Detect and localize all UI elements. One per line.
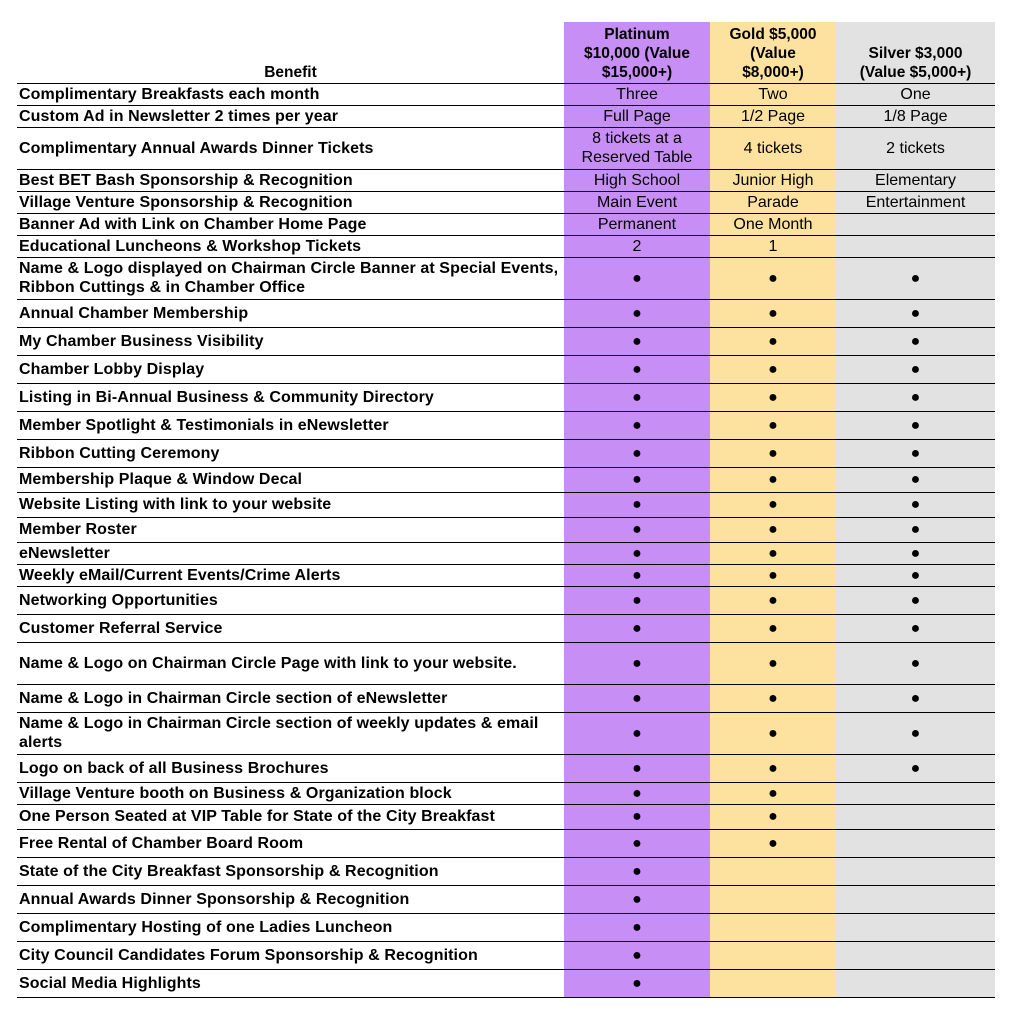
benefit-cell: Banner Ad with Link on Chamber Home Page	[17, 213, 564, 235]
table-row	[17, 169, 995, 191]
silver-cell: One	[836, 83, 995, 105]
platinum-cell: ●	[564, 969, 710, 997]
silver-cell: ●	[836, 299, 995, 327]
table-row	[17, 542, 995, 564]
gold-cell: ●	[710, 355, 836, 383]
gold-cell	[710, 941, 836, 969]
silver-cell: 2 tickets	[836, 127, 995, 169]
silver-cell	[836, 213, 995, 235]
table-row	[17, 383, 995, 411]
gold-cell: ●	[710, 642, 836, 684]
benefit-cell: My Chamber Business Visibility	[17, 327, 564, 355]
table-row	[17, 857, 995, 885]
gold-cell: ●	[710, 299, 836, 327]
silver-cell: ●	[836, 586, 995, 614]
platinum-cell: ●	[564, 754, 710, 782]
gold-cell	[710, 857, 836, 885]
benefit-cell: One Person Seated at VIP Table for State of the City Breakfast	[17, 804, 564, 829]
platinum-cell: ●	[564, 586, 710, 614]
benefit-cell: Village Venture Sponsorship & Recognition	[17, 191, 564, 213]
benefit-cell: Educational Luncheons & Workshop Tickets	[17, 235, 564, 257]
gold-cell: ●	[710, 684, 836, 712]
silver-cell	[836, 857, 995, 885]
platinum-cell: ●	[564, 684, 710, 712]
gold-cell: One Month	[710, 213, 836, 235]
table-row	[17, 411, 995, 439]
benefit-cell: Complimentary Hosting of one Ladies Luncheon	[17, 913, 564, 941]
gold-cell: Two	[710, 83, 836, 105]
gold-cell	[710, 969, 836, 997]
table-row	[17, 913, 995, 941]
table-row	[17, 83, 995, 105]
benefit-cell: Social Media Highlights	[17, 969, 564, 997]
benefit-cell: Logo on back of all Business Brochures	[17, 754, 564, 782]
silver-cell: ●	[836, 642, 995, 684]
table-row	[17, 127, 995, 169]
benefit-cell: Annual Chamber Membership	[17, 299, 564, 327]
gold-cell: ●	[710, 614, 836, 642]
table-row	[17, 235, 995, 257]
benefit-cell: Complimentary Breakfasts each month	[17, 83, 564, 105]
benefit-cell: Name & Logo in Chairman Circle section of eNewsletter	[17, 684, 564, 712]
gold-cell: ●	[710, 327, 836, 355]
benefit-cell: Annual Awards Dinner Sponsorship & Recognition	[17, 885, 564, 913]
table-row	[17, 257, 995, 299]
platinum-cell: ●	[564, 712, 710, 754]
gold-column-header	[710, 22, 836, 83]
platinum-cell: ●	[564, 642, 710, 684]
platinum-header-line-1: Platinum	[604, 25, 670, 43]
table-row	[17, 614, 995, 642]
benefit-cell: Website Listing with link to your website	[17, 492, 564, 517]
benefit-column-header: Benefit	[17, 22, 564, 83]
gold-header-line-2: (Value	[750, 44, 796, 62]
silver-cell: ●	[836, 383, 995, 411]
table-row	[17, 492, 995, 517]
table-row	[17, 712, 995, 754]
benefits-table	[17, 22, 995, 998]
silver-cell: ●	[836, 614, 995, 642]
silver-header-line-2: (Value $5,000+)	[859, 63, 972, 81]
silver-cell	[836, 782, 995, 804]
platinum-cell: ●	[564, 804, 710, 829]
platinum-header-line-2: $10,000 (Value	[584, 44, 690, 62]
gold-cell: ●	[710, 383, 836, 411]
gold-cell: ●	[710, 829, 836, 857]
platinum-cell: 8 tickets at a Reserved Table	[564, 127, 710, 169]
silver-cell	[836, 913, 995, 941]
gold-cell: ●	[710, 782, 836, 804]
benefit-cell: Custom Ad in Newsletter 2 times per year	[17, 105, 564, 127]
benefit-cell: Ribbon Cutting Ceremony	[17, 439, 564, 467]
gold-cell: ●	[710, 517, 836, 542]
benefit-cell: Best BET Bash Sponsorship & Recognition	[17, 169, 564, 191]
silver-cell: ●	[836, 439, 995, 467]
table-row	[17, 804, 995, 829]
gold-cell: ●	[710, 439, 836, 467]
silver-cell: ●	[836, 712, 995, 754]
table-row	[17, 564, 995, 586]
gold-cell: 1/2 Page	[710, 105, 836, 127]
gold-cell: ●	[710, 411, 836, 439]
header-row	[17, 22, 995, 83]
gold-cell: ●	[710, 467, 836, 492]
table-row	[17, 213, 995, 235]
benefit-cell: Name & Logo in Chairman Circle section of weekly updates & email alerts	[17, 712, 564, 754]
platinum-cell: Permanent	[564, 213, 710, 235]
platinum-cell: ●	[564, 383, 710, 411]
platinum-cell: ●	[564, 411, 710, 439]
silver-cell: Entertainment	[836, 191, 995, 213]
table-row	[17, 439, 995, 467]
benefit-cell: Listing in Bi-Annual Business & Community Directory	[17, 383, 564, 411]
silver-cell: ●	[836, 684, 995, 712]
silver-cell: ●	[836, 355, 995, 383]
silver-cell	[836, 941, 995, 969]
platinum-cell: ●	[564, 467, 710, 492]
benefit-cell: Member Spotlight & Testimonials in eNewsletter	[17, 411, 564, 439]
gold-cell	[710, 913, 836, 941]
silver-cell: ●	[836, 327, 995, 355]
platinum-cell: High School	[564, 169, 710, 191]
silver-cell: ●	[836, 492, 995, 517]
table-row	[17, 941, 995, 969]
gold-cell: ●	[710, 542, 836, 564]
gold-header-line-3: $8,000+)	[742, 63, 804, 81]
benefit-cell: Complimentary Annual Awards Dinner Tickets	[17, 127, 564, 169]
platinum-cell: Main Event	[564, 191, 710, 213]
platinum-cell: ●	[564, 517, 710, 542]
platinum-cell: ●	[564, 564, 710, 586]
benefit-cell: State of the City Breakfast Sponsorship & Recognition	[17, 857, 564, 885]
table-row	[17, 467, 995, 492]
table-row	[17, 885, 995, 913]
platinum-cell: ●	[564, 829, 710, 857]
table-row	[17, 642, 995, 684]
platinum-cell: ●	[564, 439, 710, 467]
gold-cell: ●	[710, 712, 836, 754]
silver-cell	[836, 969, 995, 997]
silver-cell: ●	[836, 754, 995, 782]
table-row	[17, 782, 995, 804]
benefit-rows	[17, 83, 995, 997]
benefit-cell: Customer Referral Service	[17, 614, 564, 642]
table-row	[17, 754, 995, 782]
platinum-column-header	[564, 22, 710, 83]
silver-cell: 1/8 Page	[836, 105, 995, 127]
table-row	[17, 299, 995, 327]
gold-cell: ●	[710, 492, 836, 517]
table-row	[17, 105, 995, 127]
benefit-cell: Weekly eMail/Current Events/Crime Alerts	[17, 564, 564, 586]
platinum-cell: ●	[564, 941, 710, 969]
platinum-cell: Full Page	[564, 105, 710, 127]
platinum-cell: ●	[564, 542, 710, 564]
table-row	[17, 191, 995, 213]
platinum-cell: ●	[564, 492, 710, 517]
silver-cell	[836, 804, 995, 829]
platinum-cell: ●	[564, 327, 710, 355]
table-row	[17, 586, 995, 614]
platinum-cell: ●	[564, 885, 710, 913]
table-row	[17, 969, 995, 997]
table-row	[17, 829, 995, 857]
gold-cell: ●	[710, 257, 836, 299]
silver-cell	[836, 829, 995, 857]
silver-cell: ●	[836, 411, 995, 439]
silver-cell: ●	[836, 467, 995, 492]
platinum-cell: ●	[564, 355, 710, 383]
benefit-cell: eNewsletter	[17, 542, 564, 564]
benefit-cell: Village Venture booth on Business & Organization block	[17, 782, 564, 804]
silver-cell: Elementary	[836, 169, 995, 191]
platinum-cell: ●	[564, 299, 710, 327]
silver-column-header	[836, 22, 995, 83]
gold-cell: ●	[710, 564, 836, 586]
gold-cell: ●	[710, 586, 836, 614]
benefit-cell: City Council Candidates Forum Sponsorship & Recognition	[17, 941, 564, 969]
benefit-cell: Networking Opportunities	[17, 586, 564, 614]
gold-header-line-1: Gold $5,000	[729, 25, 817, 43]
benefit-cell: Membership Plaque & Window Decal	[17, 467, 564, 492]
gold-cell: ●	[710, 804, 836, 829]
platinum-cell: ●	[564, 782, 710, 804]
gold-cell	[710, 885, 836, 913]
platinum-cell: Three	[564, 83, 710, 105]
platinum-cell: ●	[564, 857, 710, 885]
gold-cell: ●	[710, 754, 836, 782]
gold-cell: Junior High	[710, 169, 836, 191]
benefit-cell: Name & Logo displayed on Chairman Circle Banner at Special Events, Ribbon Cuttings & in Chamber Office	[17, 257, 564, 299]
silver-cell: ●	[836, 564, 995, 586]
table-row	[17, 684, 995, 712]
gold-cell: Parade	[710, 191, 836, 213]
table-row	[17, 517, 995, 542]
platinum-cell: ●	[564, 614, 710, 642]
platinum-cell: 2	[564, 235, 710, 257]
silver-cell	[836, 235, 995, 257]
silver-header-line-1: Silver $3,000	[868, 44, 963, 62]
benefit-cell: Chamber Lobby Display	[17, 355, 564, 383]
platinum-header-line-3: $15,000+)	[601, 63, 673, 81]
gold-cell: 1	[710, 235, 836, 257]
benefit-cell: Name & Logo on Chairman Circle Page with link to your website.	[17, 642, 564, 684]
platinum-cell: ●	[564, 257, 710, 299]
table-row	[17, 355, 995, 383]
silver-cell: ●	[836, 517, 995, 542]
silver-cell: ●	[836, 257, 995, 299]
silver-cell: ●	[836, 542, 995, 564]
platinum-cell: ●	[564, 913, 710, 941]
silver-cell	[836, 885, 995, 913]
gold-cell: 4 tickets	[710, 127, 836, 169]
benefit-cell: Member Roster	[17, 517, 564, 542]
table-row	[17, 327, 995, 355]
benefit-cell: Free Rental of Chamber Board Room	[17, 829, 564, 857]
